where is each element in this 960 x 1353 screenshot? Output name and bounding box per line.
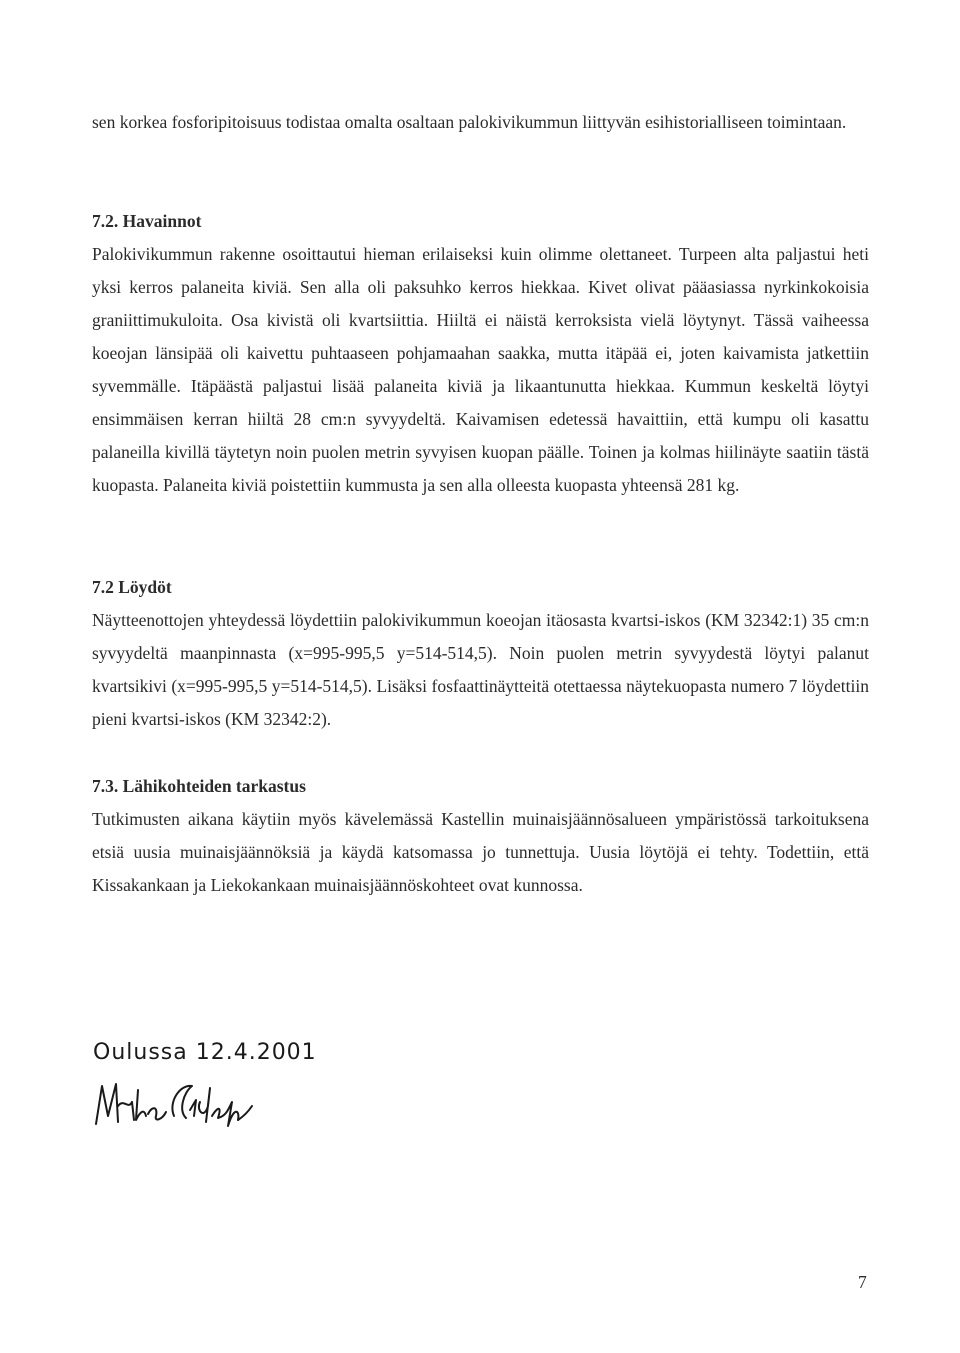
handwritten-signature xyxy=(88,1076,278,1136)
section-body-loydot: Näytteenottojen yhteydessä löydettiin palokivikummun koeojan itäosasta kvartsi-iskos (KM 32342:1) 35 cm:n syvyydeltä maanpinnasta (x=995-995,5 y=514-514,5). Noin puolen metrin syvyydestä löytyi palanut kvartsikivi (x=995-995,5 y=514-514,5). Lisäksi fosfaattinäytteitä otettaessa näytekuopasta numero 7 löydettiin pieni kvartsi-iskos (KM 32342:2). xyxy=(92,610,869,729)
intro-paragraph: sen korkea fosforipitoisuus todistaa omalta osaltaan palokivikummun liittyvän esihistorialliseen toimintaan. xyxy=(92,112,847,132)
section-heading-havainnot: 7.2. Havainnot xyxy=(92,211,202,231)
section-heading-lahikohteet: 7.3. Lähikohteiden tarkastus xyxy=(92,776,306,796)
section-heading-loydot: 7.2 Löydöt xyxy=(92,577,172,597)
page-number: 7 xyxy=(858,1272,867,1292)
section-body-havainnot: Palokivikummun rakenne osoittautui hieman erilaiseksi kuin olimme olettaneet. Turpeen alta paljastui heti yksi kerros palaneita kiviä. Sen alla oli paksuhko kerros hiekkaa. Kivet olivat pääasiassa nyrkinkokoisia graniittimukuloita. Osa kivistä oli kvartsiittia. Hiiltä ei näistä kerroksista vielä löytynyt. Tässä vaiheessa koeojan länsipää oli kaivettu puhtaaseen pohjamaahan saakka, mutta itäpää ei, joten kaivamista jatkettiin syvemmälle. Itäpäästä paljastui lisää palaneita kiviä ja likaantunutta hiekkaa. Kummun keskeltä löytyi ensimmäisen kerran hiiltä 28 cm:n syvyydeltä. Kaivamisen edetessä havaittiin, että kumpu oli kasattu palaneilla kivillä täytetyn noin puolen metrin syvyisen kuopan päälle. Toinen ja kolmas hiilinäyte saatiin tästä kuopasta. Palaneita kiviä poistettiin kummusta ja sen alla olleesta kuopasta yhteensä 281 kg. xyxy=(92,244,869,495)
place-and-date: Oulussa 12.4.2001 xyxy=(93,1040,317,1065)
section-body-lahikohteet: Tutkimusten aikana käytiin myös kävelemässä Kastellin muinaisjäännösalueen ympäristössä tarkoituksena etsiä uusia muinaisjäännöksiä ja käydä katsomassa jo tunnettuja. Uusia löytöjä ei tehty. Todettiin, että Kissakankaan ja Liekokankaan muinaisjäännöskohteet ovat kunnossa. xyxy=(92,809,869,895)
